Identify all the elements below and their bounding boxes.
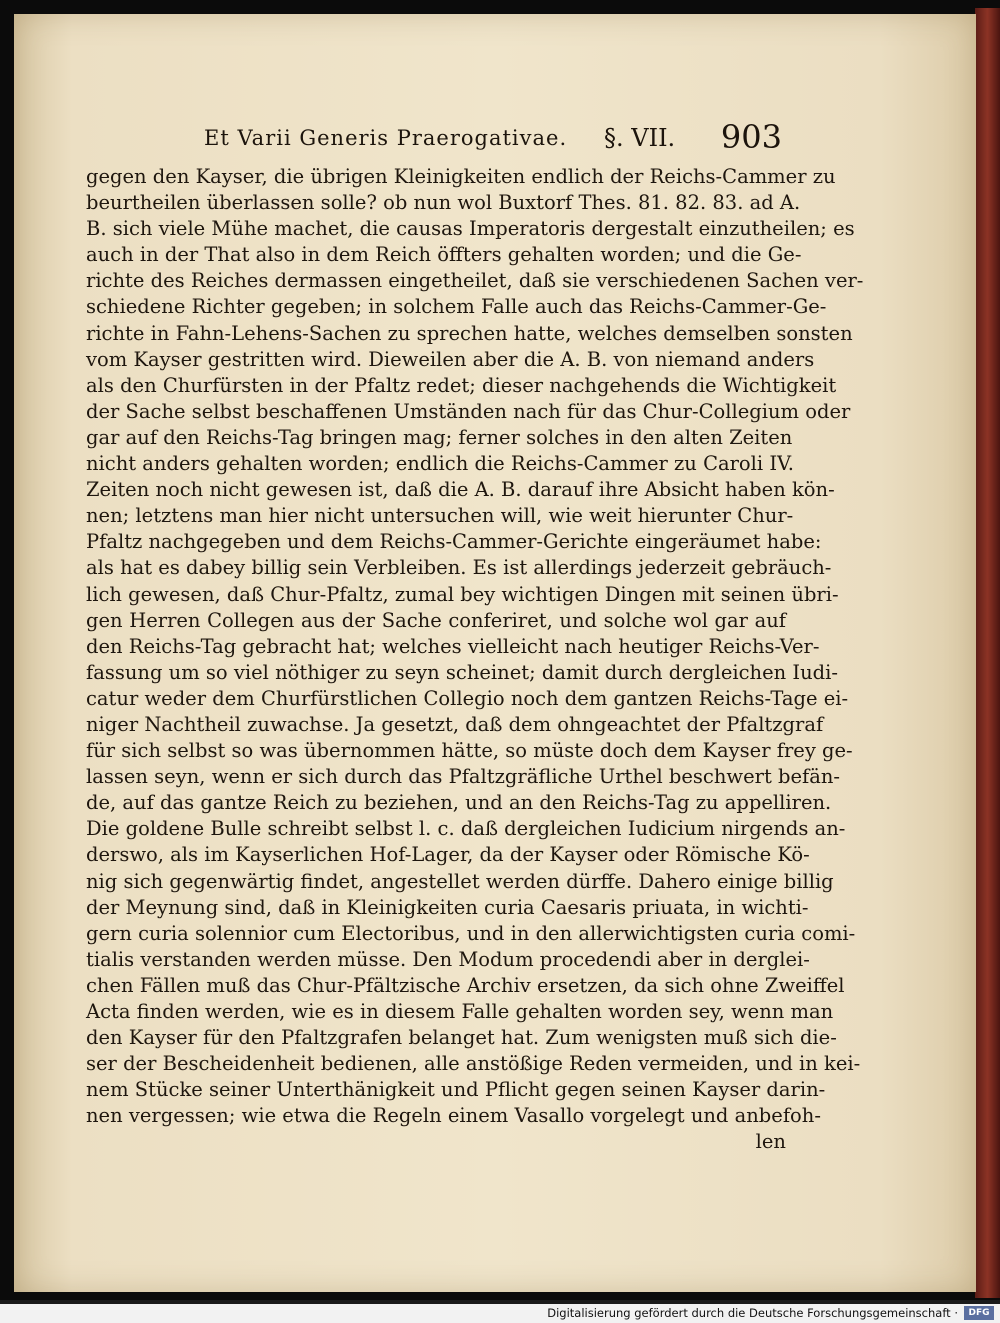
dfg-logo-badge: DFG [964,1306,994,1320]
page-text-body [86,164,864,1156]
text-line: für sich selbst so was übernommen hätte, so müste doch dem Kayser frey ge- [86,739,853,763]
text-line: lich gewesen, daß Chur-Pfaltz, zumal bey wichtigen Dingen mit seinen übri- [86,582,839,606]
page-header [204,118,782,158]
funding-credit: Digitalisierung gefördert durch die Deutsche Forschungsgemeinschaft · [547,1306,958,1320]
text-line: gern curia solennior cum Electoribus, und in den allerwichtigsten curia comi- [86,921,856,945]
text-line: lassen seyn, wenn er sich durch das Pfaltzgräfliche Urthel beschwert befän- [86,765,841,789]
text-line: vom Kayser gestritten wird. Dieweilen aber die A. B. von niemand anders [86,347,815,371]
page-number: 903 [720,118,782,156]
text-line: den Reichs-Tag gebracht hat; welches vielleicht nach heutiger Reichs-Ver- [86,634,820,658]
text-line: Pfaltz nachgegeben und dem Reichs-Cammer-Gerichte eingeräumet habe: [86,530,822,554]
text-line: Acta finden werden, wie es in diesem Falle gehalten worden sey, wenn man [86,1000,834,1023]
text-line: catur weder dem Churfürstlichen Collegio noch dem gantzen Reichs-Tage ei- [86,686,849,710]
book-spine-edge [975,8,1000,1298]
text-line: Zeiten noch nicht gewesen ist, daß die A. B. darauf ihre Absicht haben kön- [86,478,835,502]
catchword: len [755,1130,786,1154]
text-line: Die goldene Bulle schreibt selbst l. c. daß dergleichen Iudicium nirgends an- [86,817,846,841]
digitization-footer [0,1304,1000,1323]
text-line: gegen den Kayser, die übrigen Kleinigkeiten endlich der Reichs-Cammer zu [86,165,836,188]
text-line: B. sich viele Mühe machet, die causas Imperatoris dergestalt einzutheilen; es [86,217,855,241]
text-line: derswo, als im Kayserlichen Hof-Lager, da der Kayser oder Römische Kö- [86,843,810,867]
text-line: nen vergessen; wie etwa die Regeln einem Vasallo vorgelegt und anbefoh- [86,1104,821,1128]
text-line: nen; letztens man hier nicht untersuchen will, wie weit hierunter Chur- [86,504,794,528]
text-line: richte in Fahn-Lehens-Sachen zu sprechen hatte, welches demselben sonsten [86,321,853,345]
text-line: tialis verstanden werden müsse. Den Modum procedendi aber in derglei- [86,947,810,971]
text-line: gen Herren Collegen aus der Sache conferiret, und solche wol gar auf [86,608,786,632]
running-title: Et Varii Generis Praerogativae. [204,126,568,150]
text-line: de, auf das gantze Reich zu beziehen, und an den Reichs-Tag zu appelliren. [86,791,832,815]
text-line: nig sich gegenwärtig findet, angestellet werden dürffe. Dahero einige billig [86,869,834,893]
text-line: gar auf den Reichs-Tag bringen mag; ferner solches in den alten Zeiten [86,425,793,449]
text-line: als den Churfürsten in der Pfaltz redet; dieser nachgehends die Wichtigkeit [86,373,837,397]
book-page [14,14,976,1292]
text-line: nem Stücke seiner Unterthänigkeit und Pflicht gegen seinen Kayser darin- [86,1078,826,1102]
text-line: den Kayser für den Pfaltzgrafen belanget hat. Zum wenigsten muß sich die- [86,1026,837,1050]
text-line: der Sache selbst beschaffenen Umständen nach für das Chur-Collegium oder [86,399,851,423]
text-line: auch in der That also in dem Reich öffters gehalten worden; und die Ge- [86,243,802,267]
text-line: schiedene Richter gegeben; in solchem Falle auch das Reichs-Cammer-Ge- [86,295,827,319]
text-line: richte des Reiches dermassen eingetheilet, daß sie verschiedenen Sachen ver- [86,269,864,293]
text-line: nicht anders gehalten worden; endlich die Reichs-Cammer zu Caroli IV. [86,452,794,476]
text-line: ser der Bescheidenheit bedienen, alle anstößige Reden vermeiden, und in kei- [86,1052,861,1076]
text-line: niger Nachtheil zuwachse. Ja gesetzt, daß dem ohngeachtet der Pfaltzgraf [86,712,824,736]
section-mark: §. VII. [604,124,676,152]
text-line: fassung um so viel nöthiger zu seyn scheinet; damit durch dergleichen Iudi- [86,660,838,684]
text-line: beurtheilen überlassen solle? ob nun wol Buxtorf Thes. 81. 82. 83. ad A. [86,191,801,215]
text-line: als hat es dabey billig sein Verbleiben. Es ist allerdings jederzeit gebräuch- [86,556,832,580]
text-line: der Meynung sind, daß in Kleinigkeiten curia Caesaris priuata, in wichti- [86,895,809,919]
text-line: chen Fällen muß das Chur-Pfältzische Archiv ersetzen, da sich ohne Zweiffel [86,973,845,997]
